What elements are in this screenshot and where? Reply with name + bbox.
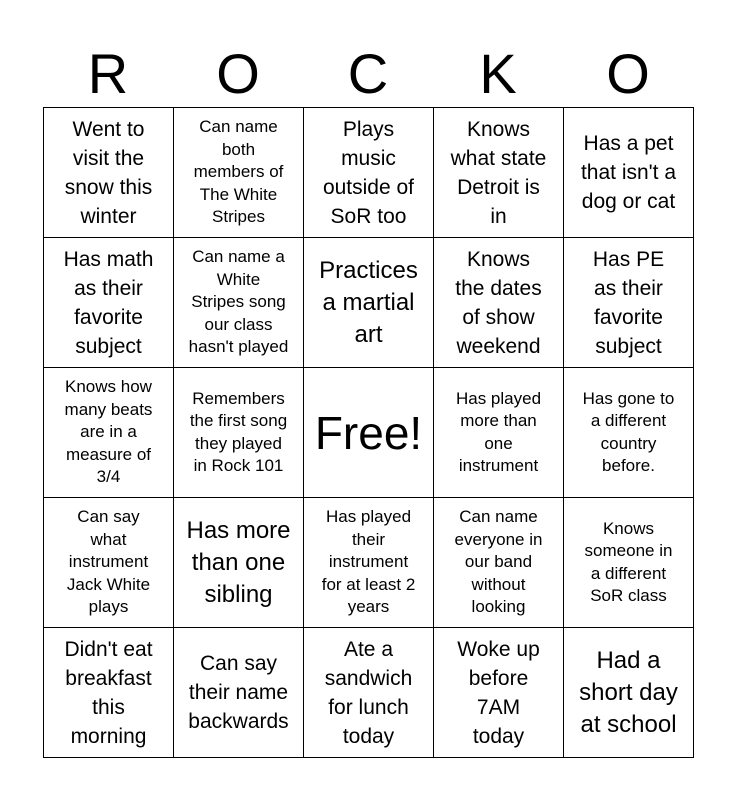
bingo-cell-text: Has a pet that isn't a dog or cat — [580, 132, 677, 213]
bingo-cell-text: Knows what state Detroit is in — [450, 117, 547, 228]
bingo-cell-text: Has math as their favorite subject — [63, 247, 154, 358]
bingo-cell[interactable] — [174, 368, 304, 498]
free-space-text: Free! — [314, 406, 423, 459]
bingo-cell-text: Can say their name backwards — [188, 652, 289, 733]
bingo-cell-text: Had a short day at school — [579, 646, 678, 738]
bingo-cell[interactable] — [44, 628, 174, 758]
bingo-cell-text: Woke up before 7AM today — [457, 637, 540, 748]
bingo-cell[interactable] — [304, 108, 434, 238]
bingo-cell-text: Practices a martial art — [319, 256, 418, 348]
header-letter: K — [479, 42, 517, 105]
bingo-cell-text: Knows someone in a different SoR class — [584, 518, 673, 605]
bingo-cell[interactable] — [434, 238, 564, 368]
bingo-cell[interactable] — [564, 498, 694, 628]
bingo-cell[interactable] — [44, 368, 174, 498]
bingo-cell-text: Has played their instrument for at least 2 years — [321, 507, 416, 617]
bingo-cell[interactable] — [434, 498, 564, 628]
bingo-cell[interactable] — [304, 628, 434, 758]
header-letter: R — [87, 42, 129, 105]
bingo-cell[interactable] — [434, 108, 564, 238]
bingo-cell[interactable] — [174, 238, 304, 368]
header-letter: O — [216, 42, 260, 105]
bingo-cell[interactable] — [44, 108, 174, 238]
bingo-board — [43, 107, 694, 758]
bingo-cell-text: Can name everyone in our band without looking — [454, 507, 543, 617]
bingo-cell-text: Has played more than one instrument — [455, 388, 542, 475]
header-letter: C — [347, 42, 389, 105]
bingo-cell[interactable] — [304, 498, 434, 628]
bingo-cell-text: Has PE as their favorite subject — [592, 247, 665, 358]
bingo-cell-text: Has more than one sibling — [186, 516, 291, 608]
bingo-cell[interactable] — [44, 498, 174, 628]
bingo-cell-text: Remembers the first song they played in Rock 101 — [189, 388, 288, 475]
bingo-cell[interactable] — [564, 238, 694, 368]
bingo-cell[interactable] — [434, 368, 564, 498]
bingo-cell-text: Can say what instrument Jack White plays — [66, 507, 151, 617]
bingo-cell[interactable] — [564, 108, 694, 238]
bingo-cell-text: Knows the dates of show weekend — [455, 247, 542, 358]
bingo-cell[interactable] — [174, 628, 304, 758]
bingo-cell-text: Knows how many beats are in a measure of 3/4 — [64, 377, 153, 487]
bingo-cell-text: Plays music outside of SoR too — [322, 117, 415, 228]
bingo-cell[interactable] — [434, 628, 564, 758]
bingo-cell-text: Went to visit the snow this winter — [64, 117, 153, 228]
bingo-cell[interactable] — [304, 238, 434, 368]
free-space-cell[interactable] — [304, 368, 434, 498]
bingo-cell-text: Can name both members of The White Stripes — [193, 117, 284, 227]
bingo-cell[interactable] — [564, 628, 694, 758]
bingo-cell-text: Ate a sandwich for lunch today — [324, 637, 413, 748]
bingo-cell[interactable] — [174, 498, 304, 628]
bingo-cell-text: Can name a White Stripes song our class hasn't played — [188, 247, 289, 357]
bingo-cell[interactable] — [174, 108, 304, 238]
bingo-cell-text: Didn't eat breakfast this morning — [64, 637, 153, 748]
bingo-cell[interactable] — [564, 368, 694, 498]
bingo-header — [43, 40, 693, 108]
bingo-cell[interactable] — [44, 238, 174, 368]
header-letter: O — [606, 42, 650, 105]
bingo-cell-text: Has gone to a different country before. — [582, 388, 675, 475]
